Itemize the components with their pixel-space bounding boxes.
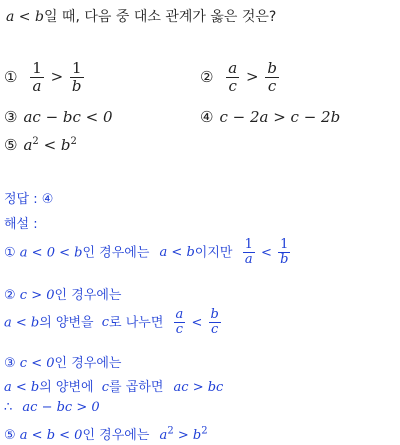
operator: >	[50, 67, 64, 86]
option-expression: ac − bc < 0	[23, 108, 113, 126]
explanation-label: 해설 :	[4, 217, 38, 232]
option-number: ③	[4, 108, 18, 126]
fraction: $\frac{1}{b}$	[71, 59, 82, 95]
explanation-line-2: ② c > 0인 경우에는	[4, 288, 122, 303]
explanation-line-5: a < b의 양변에 c를 곱하면 ac > bc	[4, 380, 224, 395]
explanation-line-1: ① a < 0 < b인 경우에는 a < b이지만 $\frac{1}{a}$ < $\frac{1}{b}$	[4, 237, 289, 268]
option-number: ①	[4, 67, 18, 86]
option-1[interactable]	[4, 60, 86, 94]
option-3[interactable]	[4, 108, 113, 126]
option-expression: c − 2a > c − 2b	[219, 108, 341, 126]
explanation-line-6: ∴ ac − bc > 0	[4, 400, 100, 415]
question-prompt: 일 때, 다음 중 대소 관계가 옳은 것은?	[43, 9, 277, 25]
fraction: $\frac{1}{a}$	[32, 59, 42, 95]
answer-label: 정답 : ④	[4, 192, 54, 207]
question-text	[6, 6, 276, 26]
option-number: ⑤	[4, 136, 18, 154]
fraction: $\frac{a}{c}$	[228, 59, 238, 95]
option-2[interactable]	[200, 60, 281, 94]
option-5[interactable]: ⑤ $a^2 < b^2$	[4, 136, 77, 154]
explanation-line-4: ③ c < 0인 경우에는	[4, 356, 122, 371]
question-condition: a < b	[6, 9, 44, 25]
option-number: ④	[200, 108, 214, 126]
fraction: $\frac{b}{c}$	[267, 59, 277, 95]
option-4[interactable]	[200, 108, 340, 126]
explanation-line-7: ⑤ a < b < 0인 경우에는 $a^2 > b^2$	[4, 425, 208, 443]
operator: >	[245, 67, 259, 86]
explanation-line-3: a < b의 양변을 c로 나누면 $\frac{a}{c}$ < $\frac{b}{c}$	[4, 307, 219, 338]
option-number: ②	[200, 67, 214, 86]
